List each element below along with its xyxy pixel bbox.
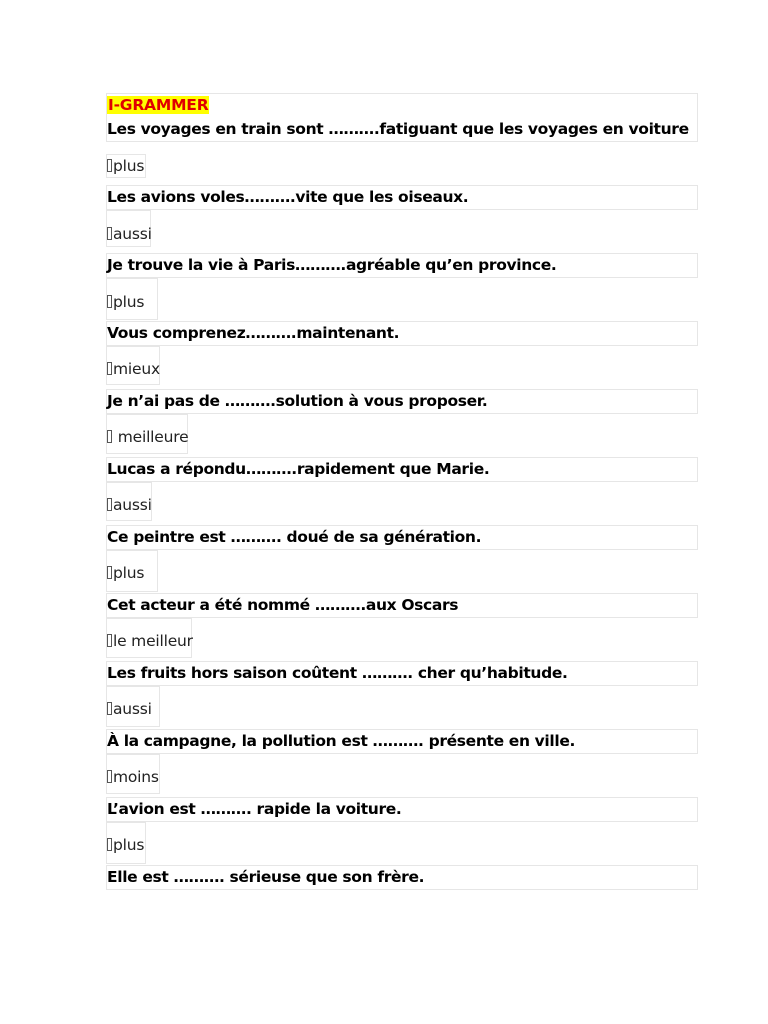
answer-1: plus — [107, 155, 144, 177]
missing-glyph-icon — [107, 498, 112, 511]
question-4: Vous comprenez……….maintenant. — [107, 324, 400, 342]
missing-glyph-icon — [107, 227, 112, 240]
answer-11: plus — [107, 834, 144, 856]
answer-8: le meilleur — [107, 630, 193, 652]
question-10: À la campagne, la pollution est ………. présente en ville. — [107, 732, 576, 750]
title-line — [107, 94, 209, 116]
question-8: Cet acteur a été nommé ……….aux Oscars — [107, 596, 459, 614]
missing-glyph-icon — [107, 838, 112, 851]
question-11: L’avion est ………. rapide la voiture. — [107, 800, 402, 818]
question-6: Lucas a répondu……….rapidement que Marie. — [107, 460, 490, 478]
answer-5: meilleure — [107, 426, 188, 448]
missing-glyph-icon — [107, 295, 112, 308]
answer-3: plus — [107, 291, 144, 313]
question-9: Les fruits hors saison coûtent ………. cher qu’habitude. — [107, 664, 568, 682]
answer-10: moins — [107, 766, 159, 788]
missing-glyph-icon — [107, 770, 112, 783]
missing-glyph-icon — [107, 159, 112, 172]
answer-6: aussi — [107, 494, 152, 516]
answer-2: aussi — [107, 223, 152, 245]
question-3: Je trouve la vie à Paris……….agréable qu’en province. — [107, 256, 557, 274]
answer-9: aussi — [107, 698, 152, 720]
question-12: Elle est ………. sérieuse que son frère. — [107, 868, 425, 886]
question-2: Les avions voles……….vite que les oiseaux. — [107, 188, 469, 206]
question-1: Les voyages en train sont ……….fatiguant que les voyages en voiture — [107, 120, 689, 138]
missing-glyph-icon — [107, 634, 112, 647]
missing-glyph-icon — [107, 702, 112, 715]
missing-glyph-icon — [107, 566, 112, 579]
question-5: Je n’ai pas de ……….solution à vous proposer. — [107, 392, 488, 410]
answer-4: mieux — [107, 358, 160, 380]
section-title: I-GRAMMER — [108, 96, 209, 114]
answer-7: plus — [107, 562, 144, 584]
question-7: Ce peintre est ………. doué de sa génération. — [107, 528, 482, 546]
missing-glyph-icon — [107, 430, 112, 443]
missing-glyph-icon — [107, 362, 112, 375]
